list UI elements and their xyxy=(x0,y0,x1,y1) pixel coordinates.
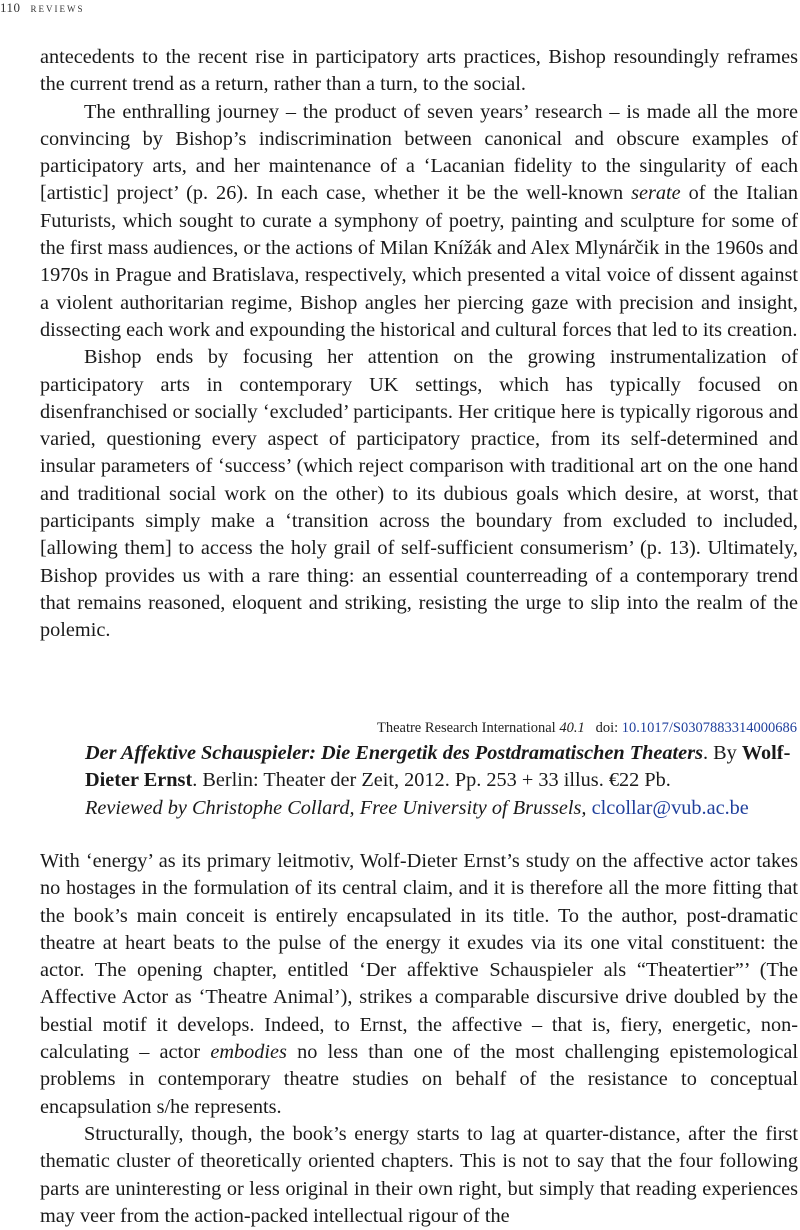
review-heading xyxy=(85,740,798,822)
paragraph: The enthralling journey – the product of seven years’ research – is made all the more convincing by Bishop’s indiscrimination between canonical and obscure examples of participatory arts, and her maintenance of a ‘Lacanian fidelity to the singularity of each [artistic] project’ (p. 26). In each case, whether it be the well-known serate of the Italian Futurists, which sought to curate a symphony of poetry, painting and sculpture for some of the first mass audiences, or the actions of Milan Knížák and Alex Mlynárčik in the 1960s and 1970s in Prague and Bratislava, respectively, which presented a vital voice of dissent against a violent authoritarian regime, Bishop angles her piercing gaze with precision and insight, dissecting each work and expounding the historical and cultural forces that led to its creation. xyxy=(40,100,798,341)
book-author: Wolf-Dieter Ernst xyxy=(85,742,791,792)
review-body xyxy=(40,848,798,1230)
running-head-title: reviews xyxy=(30,0,85,15)
emphasis: embodies xyxy=(210,1041,287,1064)
book-citation: Der Affektive Schauspieler: Die Energetik des Postdramatischen Theaters. By Wolf-Dieter Ernst. Berlin: Theater der Zeit, 2012. Pp. 253 + 33 illus. €22 Pb. xyxy=(85,742,791,792)
paragraph: antecedents to the recent rise in participatory arts practices, Bishop resoundingly reframes the current trend as a re​turn, rather than a turn, to the social. xyxy=(40,46,798,96)
doi-link[interactable]: 10.1017/S0307883314000686 xyxy=(621,720,797,736)
reviewer-email-link[interactable]: clcollar@vub.ac.be xyxy=(591,796,749,819)
publication-details: . Berlin: Theater der Zeit, 2012. Pp. 253 + 33 illus. €22 Pb. xyxy=(192,769,671,792)
book-title: Der Affektive Schauspieler: Die Energetik des Postdramatischen Theaters xyxy=(85,742,703,764)
running-header xyxy=(0,0,85,16)
journal-name: Theatre Research International xyxy=(376,720,556,736)
paragraph: Structurally, though, the book’s energy starts to lag at quarter-distance, after the first thematic cluster of theoretically oriented chapters. This is not to say that the four following parts are uninteresting or less original in their own right, but simply that reading experiences may veer from the action-packed intellectual rigour of the xyxy=(40,1122,798,1227)
doi-label: doi: xyxy=(595,720,619,736)
paragraph: Bishop ends by focusing her attention on the growing instrumentalization of participatory arts in contemporary UK settings, which has typically focused on disenfranchised or socially ‘excluded’ participants. Her critique here is typically rigorous and varied, questioning every aspect of participatory practice, from its self-determined and insular parameters of ‘success’ (which reject comparison with traditional art on the one hand and traditional social work on the other) to its dubious goals which desire, at worst, that participants simply make a ‘transition across the boundary from excluded to included, [allowing them] to access the holy grail of self-sufficient consumerism’ (p. 13). Ultimately, Bishop provides us with a rare thing: an essential counterreading of a contemporary trend that remains reasoned, eloquent and striking, resisting the urge to slip into the realm of the polemic. xyxy=(40,346,798,642)
paragraph: With ‘energy’ as its primary leitmotiv, Wolf-Dieter Ernst’s study on the affective actor takes no hostages in the formulation of its central claim, and it is therefore all the more fitting that the book’s main conceit is entirely encapsulated in its title. To the author, post-dramatic theatre at heart beats to the pulse of the energy it exudes via its one vital constituent: the actor. The opening chapter, entitled ‘Der affektive Schauspieler als “Theatertier”’ (The Affective Actor as ‘Theatre Animal’), strikes a comparable discursive drive doubled by the bestial motif it develops. Indeed, to Ernst, the affective – that is, fiery, energetic, non-calculating – actor embodies no less than one of the most challenging epistemological problems in contemporary theatre studies on behalf of the resistance to conceptual encapsulation s/he represents. xyxy=(40,850,798,1118)
reviewer-line: Reviewed by Christophe Collard, Free University of Brussels, clcollar@vub.ac.be xyxy=(85,796,749,819)
citation-line xyxy=(377,720,797,737)
journal-volume: 40.1 xyxy=(559,720,585,736)
page-number: 110 xyxy=(0,0,21,15)
previous-review-continuation xyxy=(40,44,798,645)
emphasis: serate xyxy=(631,182,681,205)
